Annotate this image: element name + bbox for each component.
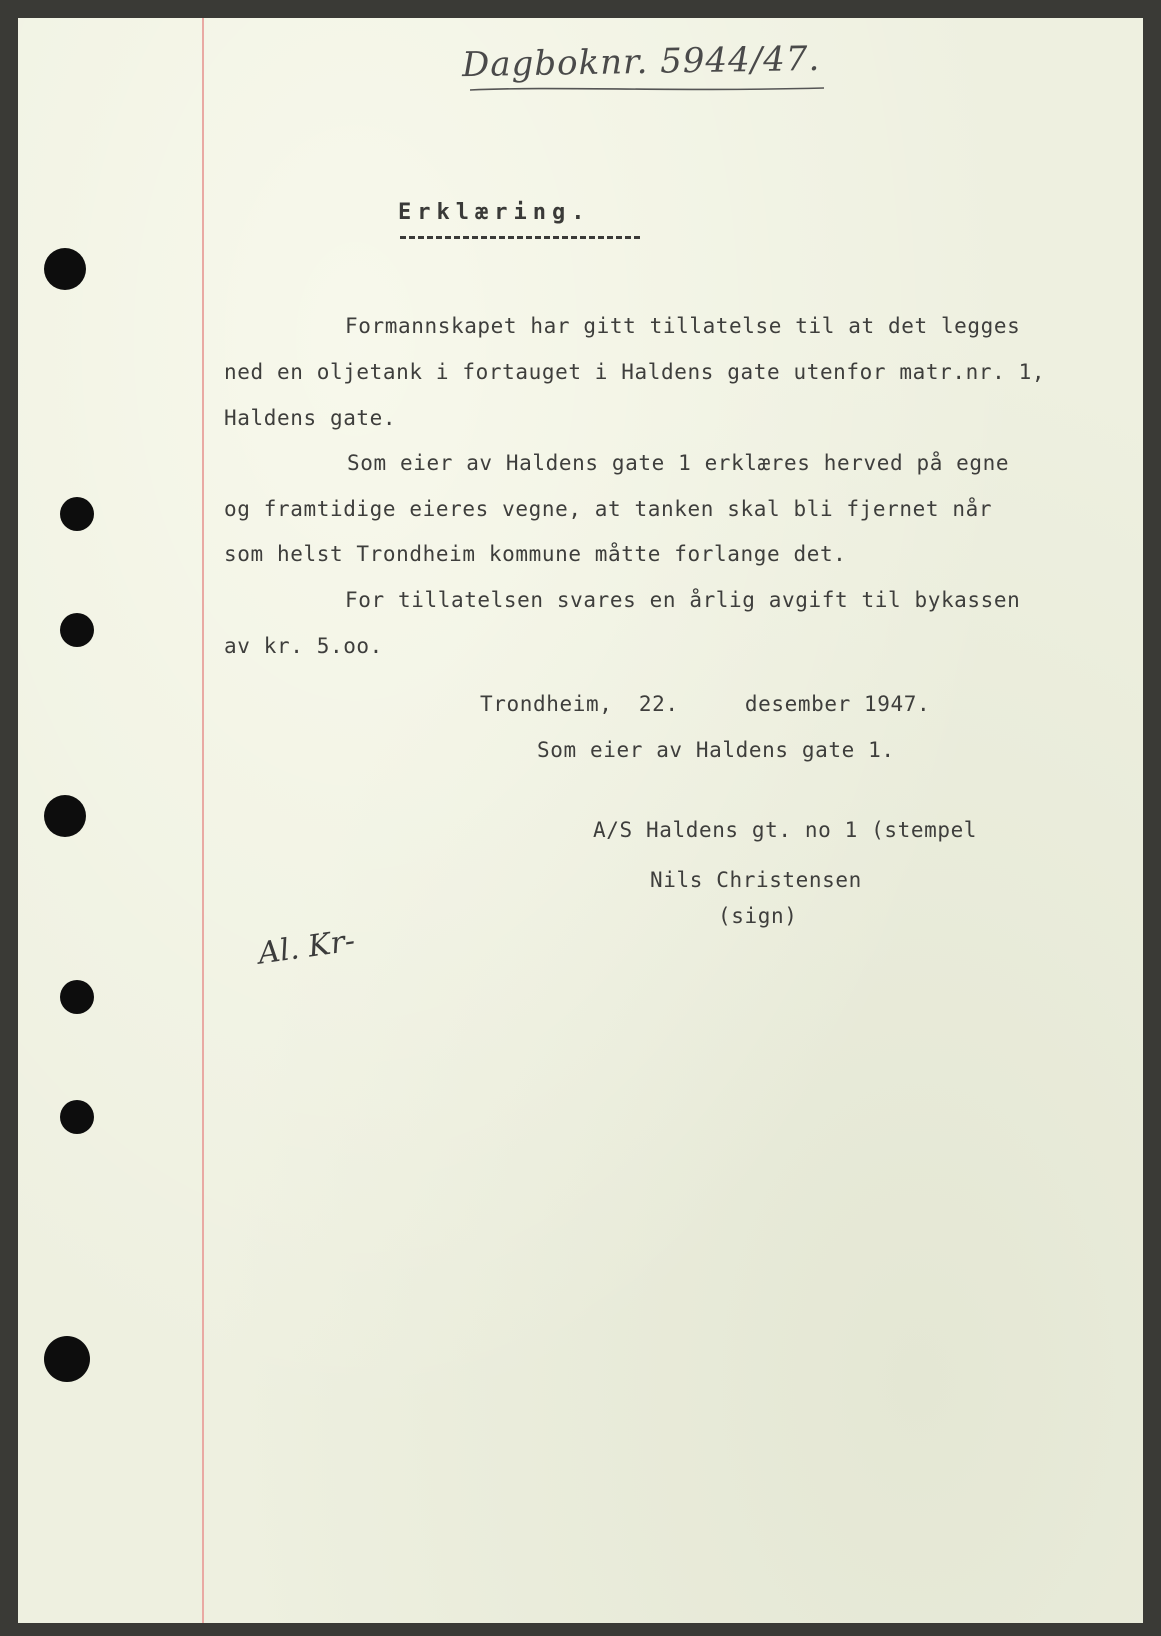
place-date: Trondheim, 22. desember 1947. bbox=[480, 692, 931, 716]
title-underline bbox=[400, 236, 640, 239]
signature-note: (sign) bbox=[718, 904, 798, 928]
punch-hole bbox=[60, 497, 94, 531]
punch-hole bbox=[60, 980, 94, 1014]
signatory-name: Nils Christensen bbox=[650, 868, 862, 892]
paragraph-line: Formannskapet har gitt tillatelse til at det legges bbox=[345, 314, 1021, 338]
paragraph-line: som helst Trondheim kommune måtte forlange det. bbox=[224, 542, 847, 566]
punch-hole bbox=[60, 613, 94, 647]
paragraph-line: av kr. 5.oo. bbox=[224, 634, 383, 658]
paragraph-line: ned en oljetank i fortauget i Haldens gate utenfor matr.nr. 1, bbox=[224, 360, 1046, 384]
punch-hole bbox=[44, 795, 86, 837]
paragraph-line: Haldens gate. bbox=[224, 406, 397, 430]
document-title: Erklæring. bbox=[398, 200, 591, 225]
stamp-line: A/S Haldens gt. no 1 (stempel bbox=[593, 818, 978, 842]
journal-number: Dagboknr. 5944/47. bbox=[461, 38, 821, 86]
paragraph-line: og framtidige eieres vegne, at tanken skal bli fjernet når bbox=[224, 497, 993, 521]
punch-hole bbox=[44, 1336, 90, 1382]
punch-hole bbox=[60, 1100, 94, 1134]
owner-line: Som eier av Haldens gate 1. bbox=[537, 738, 895, 762]
punch-hole bbox=[44, 248, 86, 290]
handwritten-initials: Al. Kr- bbox=[256, 923, 358, 972]
margin-line bbox=[202, 18, 204, 1623]
paragraph-line: For tillatelsen svares en årlig avgift til bykassen bbox=[345, 588, 1021, 612]
paragraph-line: Som eier av Haldens gate 1 erklæres herved på egne bbox=[347, 451, 1010, 475]
journal-number-underline bbox=[468, 82, 828, 96]
